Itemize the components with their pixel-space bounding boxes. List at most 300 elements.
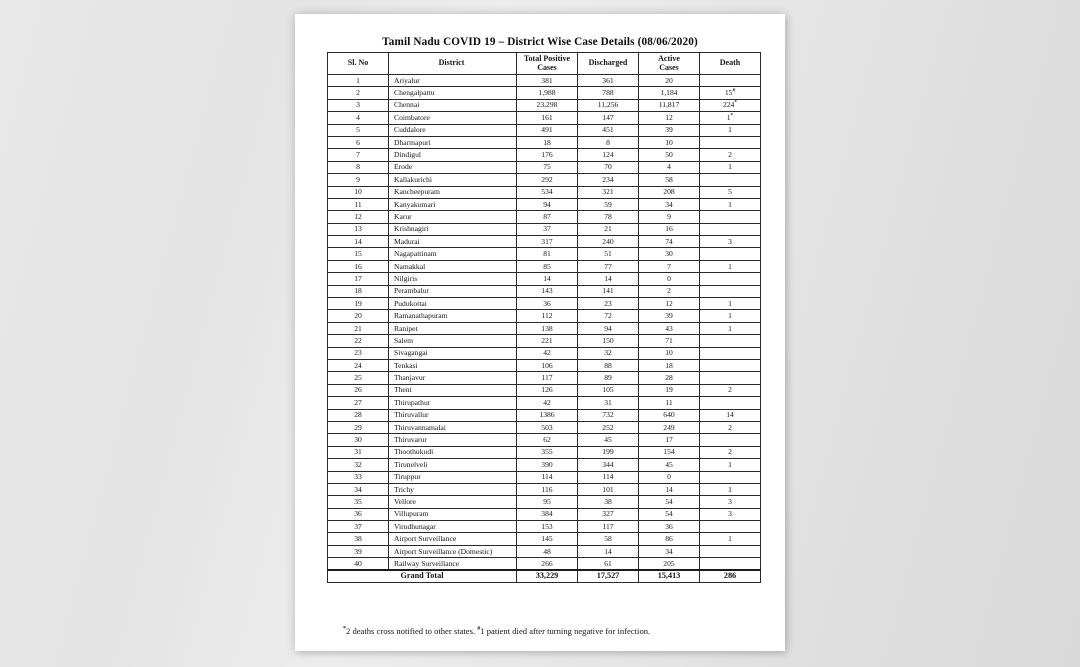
cell-sl-no: 7 [328,149,389,161]
cell-discharged: 94 [578,322,639,334]
cell-discharged: 32 [578,347,639,359]
cell-death: 3 [700,508,761,520]
cell-sl-no: 27 [328,397,389,409]
table-row [328,285,761,297]
cell-total-positive: 37 [517,223,578,235]
cell-sl-no: 35 [328,496,389,508]
cell-sl-no: 31 [328,446,389,458]
grand-total-row [328,570,761,582]
cell-total-positive: 384 [517,508,578,520]
cell-death: 1 [700,310,761,322]
cell-active: 74 [639,236,700,248]
cell-death: 1 [700,533,761,545]
table-row [328,186,761,198]
cell-total-positive: 292 [517,174,578,186]
cell-active: 11,817 [639,99,700,111]
cell-active: 7 [639,260,700,272]
cell-district: Tirunelveli [389,459,517,471]
column-header-total-positive-line1: Total Positive [523,54,571,64]
cell-active: 34 [639,198,700,210]
cell-district: Nagapattinam [389,248,517,260]
table-row [328,149,761,161]
cell-discharged: 147 [578,112,639,124]
cell-discharged: 89 [578,372,639,384]
table-row [328,136,761,148]
cell-sl-no: 40 [328,558,389,570]
column-header-death: Death [700,53,761,75]
cell-discharged: 61 [578,558,639,570]
cell-active: 16 [639,223,700,235]
cell-discharged: 105 [578,384,639,396]
table-row [328,545,761,557]
cell-sl-no: 5 [328,124,389,136]
table-row [328,347,761,359]
cell-active: 54 [639,508,700,520]
cell-sl-no: 23 [328,347,389,359]
footnote-marker-hash: # [477,626,481,633]
cell-active: 1,184 [639,87,700,99]
page-title: Tamil Nadu COVID 19 – District Wise Case Details (08/06/2020) [382,36,698,48]
cell-sl-no: 14 [328,236,389,248]
cell-sl-no: 13 [328,223,389,235]
cell-death [700,211,761,223]
cell-discharged: 14 [578,273,639,285]
cell-sl-no: 20 [328,310,389,322]
cell-active: 71 [639,335,700,347]
cell-active: 39 [639,310,700,322]
table-row [328,508,761,520]
cell-death: 1 [700,298,761,310]
cell-total-positive: 1386 [517,409,578,421]
cell-discharged: 101 [578,483,639,495]
cell-total-positive: 48 [517,545,578,557]
table-row [328,558,761,570]
cell-death: 1 [700,124,761,136]
cell-district: Sivagangai [389,347,517,359]
cell-discharged: 788 [578,87,639,99]
cell-total-positive: 85 [517,260,578,272]
cell-active: 28 [639,372,700,384]
cell-sl-no: 21 [328,322,389,334]
cell-discharged: 240 [578,236,639,248]
cell-active: 0 [639,273,700,285]
death-footnote-marker: # [732,87,736,94]
cell-sl-no: 32 [328,459,389,471]
cell-active: 10 [639,136,700,148]
cell-sl-no: 39 [328,545,389,557]
table-row [328,248,761,260]
cell-total-positive: 176 [517,149,578,161]
cell-death [700,558,761,570]
cell-sl-no: 10 [328,186,389,198]
cell-district: Thirupathur [389,397,517,409]
cell-death: 15# [700,87,761,99]
cell-active: 58 [639,174,700,186]
cell-district: Ramanathapuram [389,310,517,322]
cell-district: Thoothukudi [389,446,517,458]
grand-total-label: Grand Total [328,570,517,582]
grand-total-positive: 33,229 [517,570,578,582]
cell-district: Cuddalore [389,124,517,136]
cell-active: 14 [639,483,700,495]
cell-district: Virudhunagar [389,521,517,533]
cell-discharged: 72 [578,310,639,322]
cell-death: 3 [700,236,761,248]
cell-district: Dharmapuri [389,136,517,148]
column-header-total-positive-cases [517,53,578,75]
cell-sl-no: 11 [328,198,389,210]
column-header-active-line1: Active [658,54,680,64]
cell-district: Thanjavur [389,372,517,384]
cell-sl-no: 38 [328,533,389,545]
cell-sl-no: 16 [328,260,389,272]
table-row [328,198,761,210]
table-row [328,434,761,446]
cell-total-positive: 390 [517,459,578,471]
table-row [328,483,761,495]
cell-sl-no: 15 [328,248,389,260]
cell-district: Thiruvarur [389,434,517,446]
cell-death: 1 [700,322,761,334]
cell-total-positive: 491 [517,124,578,136]
cell-active: 86 [639,533,700,545]
cell-death: 5 [700,186,761,198]
cell-death [700,285,761,297]
cell-sl-no: 3 [328,99,389,111]
table-row [328,236,761,248]
footnote [343,626,743,638]
cell-death: 1 [700,161,761,173]
cell-total-positive: 116 [517,483,578,495]
cell-death [700,372,761,384]
table-row [328,75,761,87]
cell-sl-no: 29 [328,421,389,433]
cell-total-positive: 143 [517,285,578,297]
cell-district: Chengalpattu [389,87,517,99]
cell-discharged: 38 [578,496,639,508]
cell-total-positive: 317 [517,236,578,248]
cell-district: Ariyalur [389,75,517,87]
district-case-table [327,52,761,583]
cell-district: Madurai [389,236,517,248]
table-row [328,112,761,124]
cell-sl-no: 18 [328,285,389,297]
cell-active: 19 [639,384,700,396]
cell-death: 2 [700,421,761,433]
cell-district: Thiruvallur [389,409,517,421]
cell-total-positive: 355 [517,446,578,458]
footnote-marker-asterisk: * [343,626,346,633]
table-body [328,75,761,583]
cell-discharged: 78 [578,211,639,223]
cell-active: 50 [639,149,700,161]
cell-sl-no: 26 [328,384,389,396]
cell-district: Villupuram [389,508,517,520]
table-row [328,87,761,99]
cell-district: Kallakurichi [389,174,517,186]
cell-sl-no: 1 [328,75,389,87]
cell-district: Dindigul [389,149,517,161]
cell-sl-no: 22 [328,335,389,347]
cell-active: 45 [639,459,700,471]
table-row [328,174,761,186]
cell-sl-no: 24 [328,359,389,371]
cell-sl-no: 30 [328,434,389,446]
cell-death: 2 [700,149,761,161]
column-header-discharged: Discharged [578,53,639,75]
cell-active: 4 [639,161,700,173]
cell-active: 11 [639,397,700,409]
cell-death: 1 [700,260,761,272]
cell-district: Perambalur [389,285,517,297]
cell-death: 2 [700,384,761,396]
table-header-row [328,53,761,75]
cell-total-positive: 112 [517,310,578,322]
table-row [328,471,761,483]
cell-total-positive: 75 [517,161,578,173]
cell-district: Kancheepuram [389,186,517,198]
grand-total-discharged: 17,527 [578,570,639,582]
cell-district: Railway Surveillance [389,558,517,570]
table-row [328,223,761,235]
cell-discharged: 11,256 [578,99,639,111]
table-row [328,99,761,111]
cell-sl-no: 34 [328,483,389,495]
cell-total-positive: 106 [517,359,578,371]
cell-death [700,397,761,409]
cell-death [700,521,761,533]
death-footnote-marker: * [734,99,738,106]
table-row [328,421,761,433]
cell-district: Airport Surveillance [389,533,517,545]
column-header-active-cases [639,53,700,75]
table-row [328,384,761,396]
cell-total-positive: 42 [517,347,578,359]
document-page [295,14,785,651]
cell-total-positive: 138 [517,322,578,334]
grand-total-death: 286 [700,570,761,582]
cell-discharged: 327 [578,508,639,520]
cell-sl-no: 9 [328,174,389,186]
cell-district: Airport Surveillance (Domestic) [389,545,517,557]
cell-discharged: 8 [578,136,639,148]
cell-total-positive: 42 [517,397,578,409]
grand-total-active: 15,413 [639,570,700,582]
cell-district: Erode [389,161,517,173]
footnote-text-1: 2 deaths cross notified to other states. [346,626,476,636]
cell-district: Pudukottai [389,298,517,310]
cell-total-positive: 381 [517,75,578,87]
table-row [328,260,761,272]
cell-total-positive: 221 [517,335,578,347]
cell-active: 2 [639,285,700,297]
cell-death [700,471,761,483]
cell-active: 34 [639,545,700,557]
cell-death [700,136,761,148]
table-row [328,359,761,371]
cell-active: 54 [639,496,700,508]
cell-discharged: 31 [578,397,639,409]
table-row [328,521,761,533]
cell-death [700,347,761,359]
cell-sl-no: 36 [328,508,389,520]
cell-discharged: 361 [578,75,639,87]
cell-district: Karur [389,211,517,223]
cell-active: 17 [639,434,700,446]
cell-discharged: 344 [578,459,639,471]
cell-death [700,434,761,446]
cell-death [700,75,761,87]
cell-sl-no: 2 [328,87,389,99]
cell-district: Nilgiris [389,273,517,285]
cell-sl-no: 19 [328,298,389,310]
cell-death: 14 [700,409,761,421]
cell-district: Ranipet [389,322,517,334]
cell-district: Kanyakumari [389,198,517,210]
cell-district: Coimbatore [389,112,517,124]
cell-sl-no: 28 [328,409,389,421]
cell-active: 640 [639,409,700,421]
column-header-district: District [389,53,517,75]
cell-discharged: 51 [578,248,639,260]
cell-active: 18 [639,359,700,371]
cell-discharged: 234 [578,174,639,186]
cell-discharged: 77 [578,260,639,272]
cell-district: Krishnagiri [389,223,517,235]
cell-district: Namakkal [389,260,517,272]
table-row [328,446,761,458]
cell-district: Tiruppur [389,471,517,483]
cell-sl-no: 8 [328,161,389,173]
cell-total-positive: 23,298 [517,99,578,111]
table-row [328,310,761,322]
cell-active: 39 [639,124,700,136]
cell-death: 3 [700,496,761,508]
cell-discharged: 58 [578,533,639,545]
cell-discharged: 199 [578,446,639,458]
cell-district: Trichy [389,483,517,495]
cell-sl-no: 25 [328,372,389,384]
cell-active: 249 [639,421,700,433]
cell-district: Tenkasi [389,359,517,371]
cell-active: 9 [639,211,700,223]
cell-death [700,335,761,347]
cell-discharged: 70 [578,161,639,173]
cell-discharged: 21 [578,223,639,235]
cell-death [700,359,761,371]
cell-total-positive: 87 [517,211,578,223]
cell-active: 208 [639,186,700,198]
table-row [328,124,761,136]
column-header-sl-no: Sl. No [328,53,389,75]
cell-active: 43 [639,322,700,334]
cell-sl-no: 12 [328,211,389,223]
table-row [328,459,761,471]
table-row [328,397,761,409]
cell-discharged: 451 [578,124,639,136]
cell-discharged: 124 [578,149,639,161]
cell-total-positive: 153 [517,521,578,533]
cell-total-positive: 95 [517,496,578,508]
cell-district: Vellore [389,496,517,508]
cell-sl-no: 37 [328,521,389,533]
column-header-active-line2: Cases [659,62,679,72]
cell-discharged: 88 [578,359,639,371]
cell-total-positive: 14 [517,273,578,285]
cell-sl-no: 4 [328,112,389,124]
cell-discharged: 141 [578,285,639,297]
cell-active: 20 [639,75,700,87]
cell-district: Theni [389,384,517,396]
table-row [328,322,761,334]
cell-discharged: 114 [578,471,639,483]
table-row [328,298,761,310]
cell-discharged: 732 [578,409,639,421]
cell-total-positive: 534 [517,186,578,198]
cell-death: 1 [700,198,761,210]
cell-death [700,248,761,260]
cell-total-positive: 117 [517,372,578,384]
cell-total-positive: 1,988 [517,87,578,99]
cell-death: 1 [700,459,761,471]
table-row [328,496,761,508]
cell-discharged: 252 [578,421,639,433]
cell-total-positive: 18 [517,136,578,148]
table-header [328,53,761,75]
table-row [328,533,761,545]
cell-total-positive: 114 [517,471,578,483]
cell-sl-no: 17 [328,273,389,285]
cell-death: 224* [700,99,761,111]
cell-total-positive: 126 [517,384,578,396]
cell-active: 205 [639,558,700,570]
cell-discharged: 14 [578,545,639,557]
cell-active: 0 [639,471,700,483]
cell-discharged: 150 [578,335,639,347]
table-row [328,372,761,384]
cell-total-positive: 81 [517,248,578,260]
table-row [328,273,761,285]
cell-active: 10 [639,347,700,359]
cell-death: 2 [700,446,761,458]
death-footnote-marker: * [730,112,734,119]
cell-death [700,223,761,235]
cell-death: 1 [700,483,761,495]
table-row [328,211,761,223]
cell-total-positive: 62 [517,434,578,446]
cell-death [700,273,761,285]
cell-active: 154 [639,446,700,458]
table-row [328,335,761,347]
cell-district: Chennai [389,99,517,111]
column-header-total-positive-line2: Cases [537,62,557,72]
cell-sl-no: 6 [328,136,389,148]
cell-total-positive: 266 [517,558,578,570]
cell-discharged: 117 [578,521,639,533]
cell-total-positive: 94 [517,198,578,210]
cell-district: Salem [389,335,517,347]
cell-active: 12 [639,112,700,124]
cell-discharged: 59 [578,198,639,210]
table-row [328,161,761,173]
cell-active: 30 [639,248,700,260]
footnote-text-2: 1 patient died after turning negative for infection. [480,626,651,636]
cell-sl-no: 33 [328,471,389,483]
cell-total-positive: 36 [517,298,578,310]
cell-discharged: 23 [578,298,639,310]
cell-total-positive: 503 [517,421,578,433]
cell-active: 36 [639,521,700,533]
